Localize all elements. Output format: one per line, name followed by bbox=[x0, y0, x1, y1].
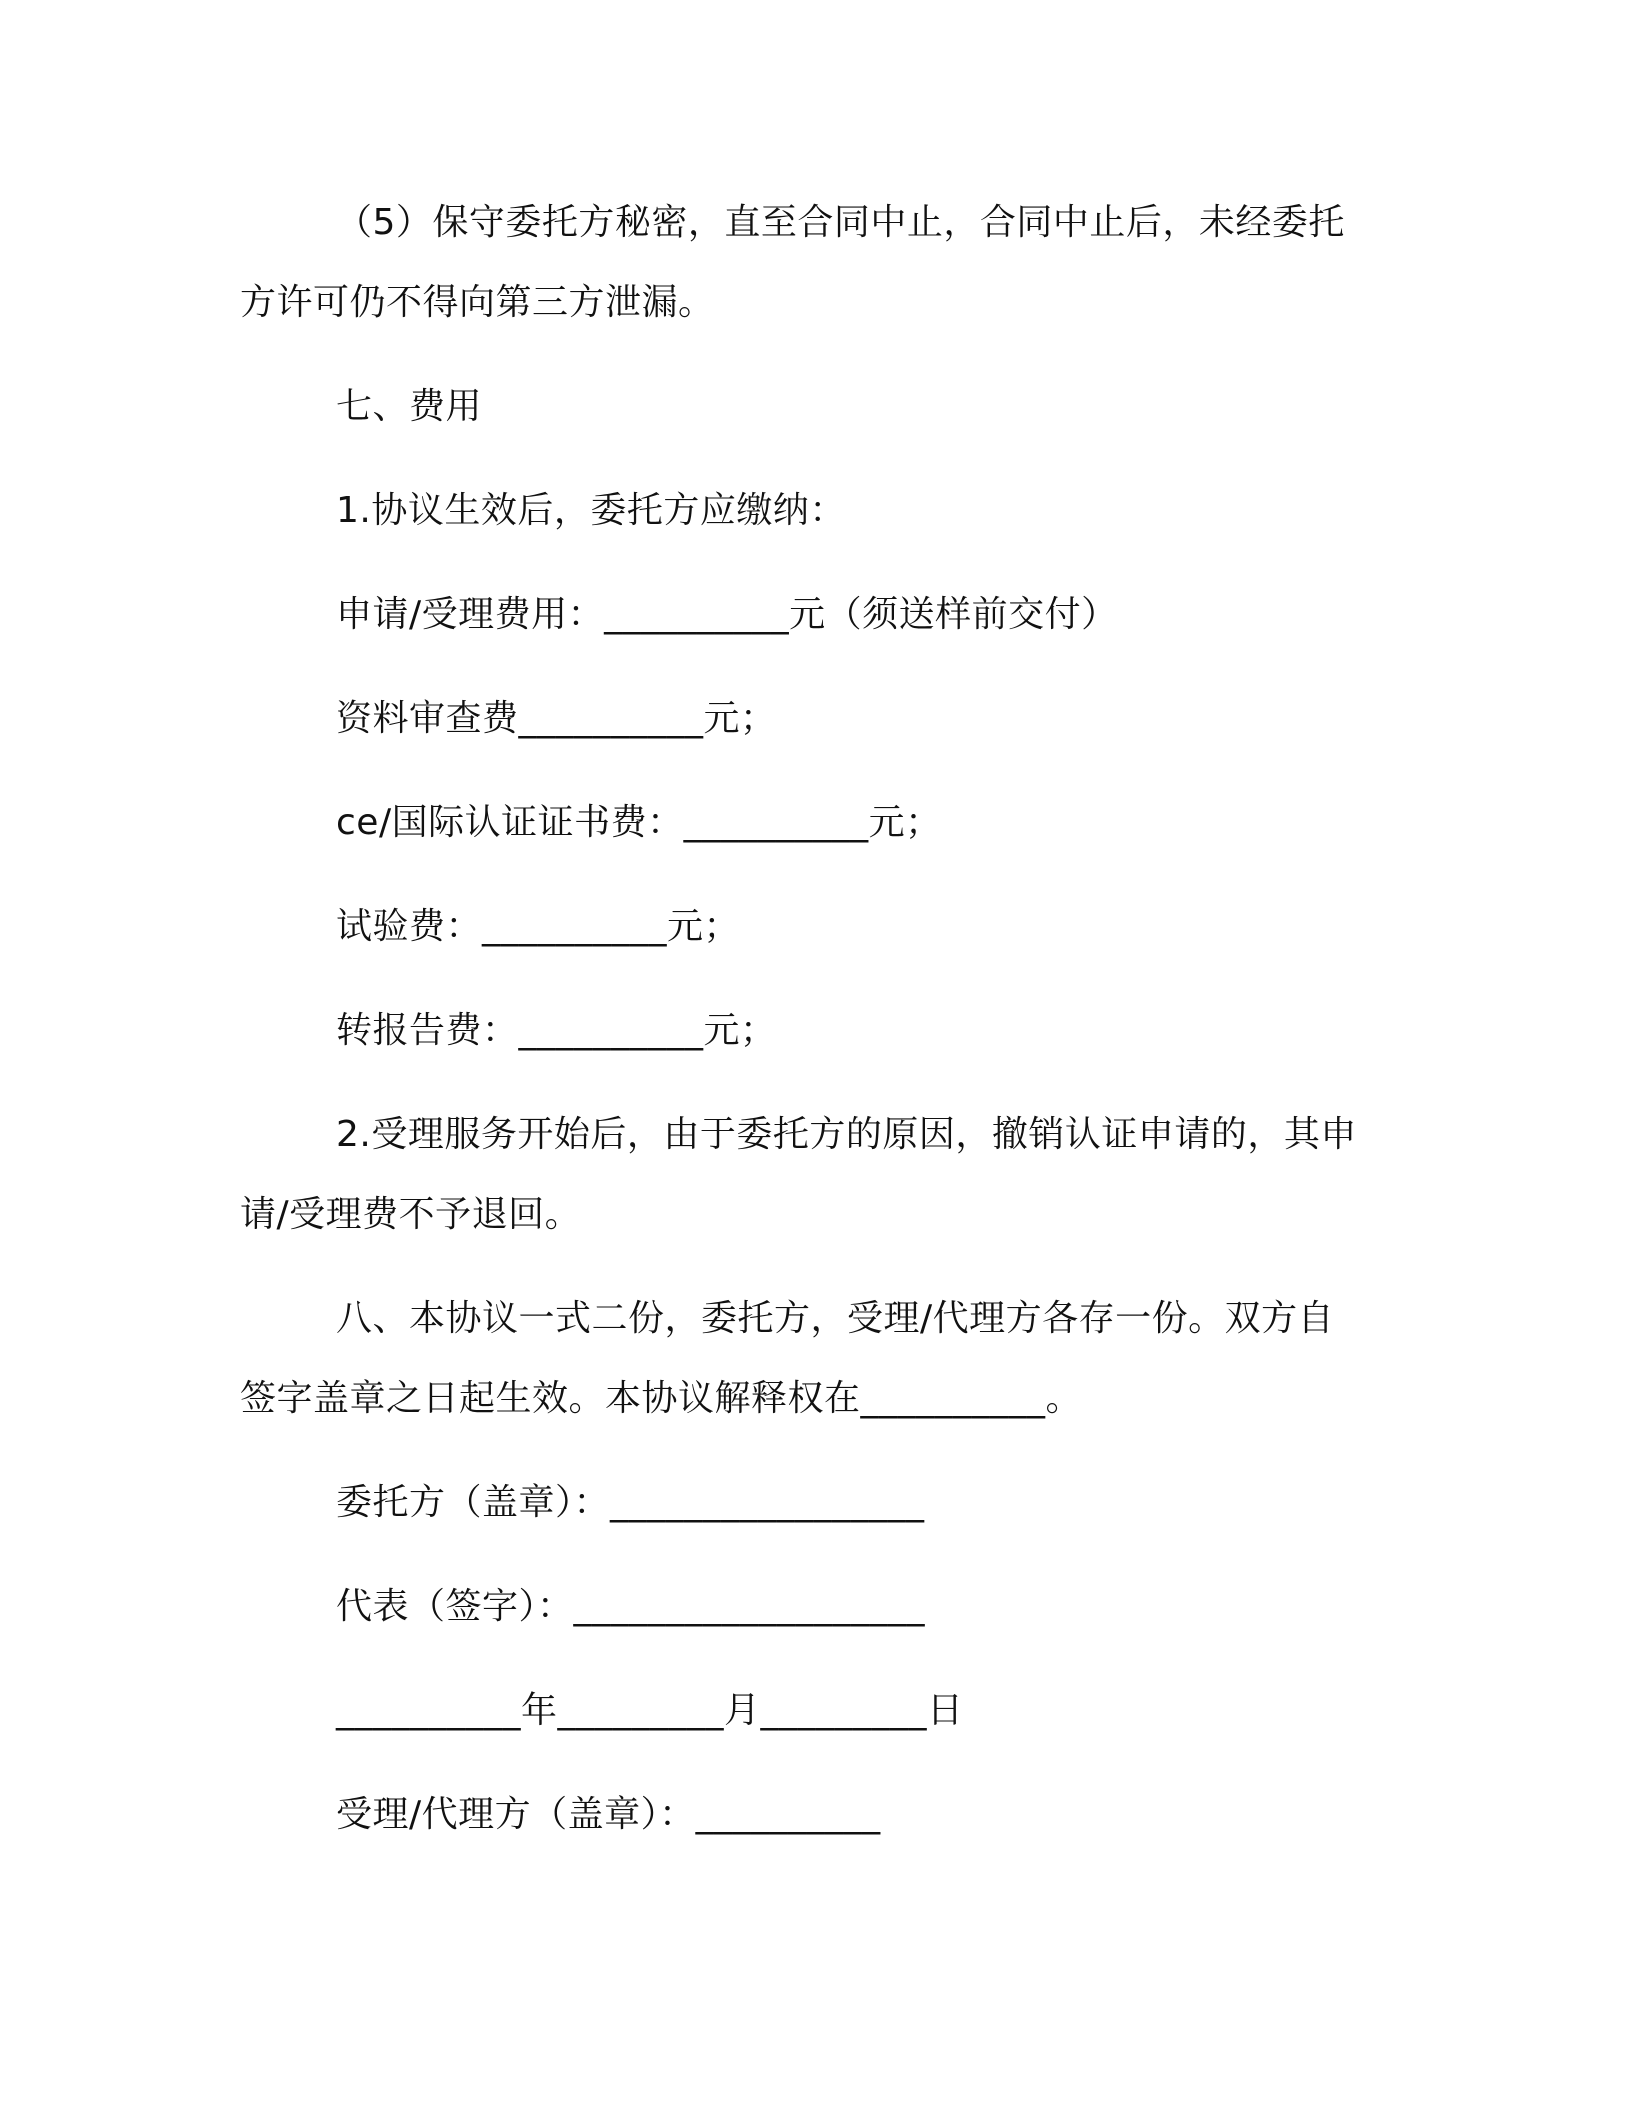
item-2-line-1: 2.受理服务开始后，由于委托方的原因，撤销认证申请的，其申 bbox=[336, 1114, 1357, 1155]
fee-application-line: 申请/受理费用：__________元（须送样前交付） bbox=[336, 594, 1118, 635]
section-8-line-1: 八、本协议一式二份，委托方，受理/代理方各存一份。双方自 bbox=[336, 1298, 1335, 1339]
document-body bbox=[240, 183, 1380, 1855]
fee-review-line: 资料审查费__________元； bbox=[336, 698, 777, 739]
agent-seal-line: 受理/代理方（盖章）：__________ bbox=[336, 1794, 881, 1835]
section-7-heading: 七、费用 bbox=[336, 386, 483, 427]
clause-5-line-2: 方许可仍不得向第三方泄漏。 bbox=[240, 282, 715, 323]
clause-5-line-1: （5）保守委托方秘密，直至合同中止，合同中止后，未经委托 bbox=[336, 202, 1345, 243]
fee-report-line: 转报告费：__________元； bbox=[336, 1010, 777, 1051]
representative-signature-line: 代表（签字）：___________________ bbox=[336, 1586, 926, 1627]
item-1-text: 1.协议生效后，委托方应缴纳： bbox=[336, 490, 846, 531]
date-line: __________年_________月_________日 bbox=[336, 1690, 964, 1731]
fee-test-line: 试验费：__________元； bbox=[336, 906, 741, 947]
fee-certificate-line: ce/国际认证证书费：__________元； bbox=[336, 802, 942, 843]
item-2-line-2: 请/受理费不予退回。 bbox=[240, 1194, 582, 1235]
section-8-line-2: 签字盖章之日起生效。本协议解释权在__________。 bbox=[240, 1378, 1083, 1419]
client-seal-line: 委托方（盖章）：_________________ bbox=[336, 1482, 925, 1523]
